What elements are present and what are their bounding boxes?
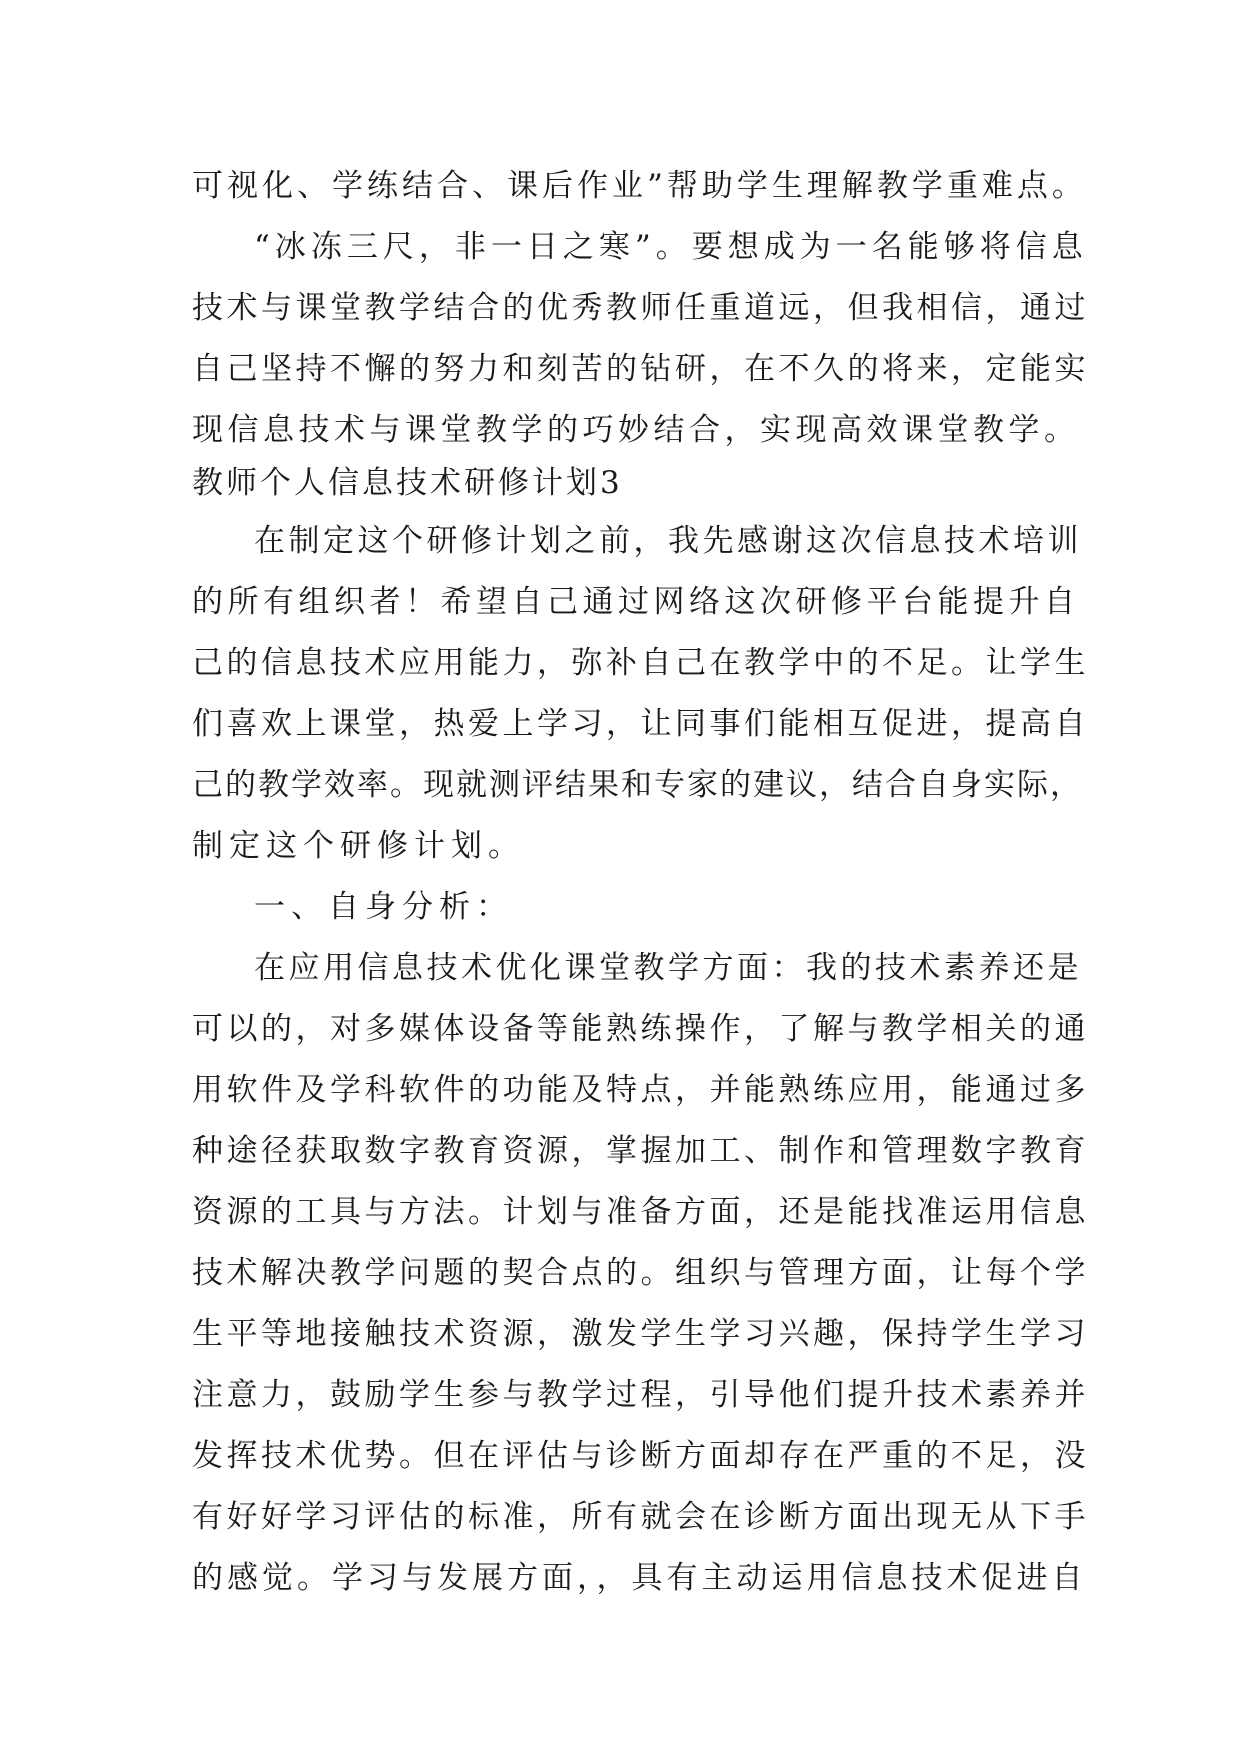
text-line: 己的信息技术应用能力，弥补自己在教学中的不足。让学生 xyxy=(192,645,1089,681)
text-line: 生平等地接触技术资源，激发学生学习兴趣，保持学生学习 xyxy=(192,1316,1089,1352)
text-line: 制定这个研修计划。 xyxy=(192,828,525,864)
subsection-heading: 一、自身分析： xyxy=(254,889,513,925)
section-heading: 教师个人信息技术研修计划3 xyxy=(192,465,623,501)
text-line: 现信息技术与课堂教学的巧妙结合，实现高效课堂教学。 xyxy=(192,412,1080,448)
text-line: 技术解决教学问题的契合点的。组织与管理方面，让每个学 xyxy=(192,1255,1089,1291)
text-line: 们喜欢上课堂，热爱上学习，让同事们能相互促进，提高自 xyxy=(192,706,1089,742)
text-line: 种途径获取数字教育资源，掌握加工、制作和管理数字教育 xyxy=(192,1133,1089,1169)
text-line: 自己坚持不懈的努力和刻苦的钻研，在不久的将来，定能实 xyxy=(192,351,1089,387)
text-line: 的所有组织者！希望自己通过网络这次研修平台能提升自 xyxy=(192,584,1080,620)
text-line: 用软件及学科软件的功能及特点，并能熟练应用，能通过多 xyxy=(192,1072,1089,1108)
text-line: 的感觉。学习与发展方面，，具有主动运用信息技术促进自 xyxy=(192,1560,1087,1596)
text-line: 己的教学效率。现就测评结果和专家的建议，结合自身实际， xyxy=(192,767,1083,803)
text-line: 发挥技术优势。但在评估与诊断方面却存在严重的不足，没 xyxy=(192,1438,1089,1474)
text-line: 可以的，对多媒体设备等能熟练操作，了解与教学相关的通 xyxy=(192,1011,1089,1047)
text-line: 注意力，鼓励学生参与教学过程，引导他们提升技术素养并 xyxy=(192,1377,1089,1413)
text-line: 资源的工具与方法。计划与准备方面，还是能找准运用信息 xyxy=(192,1194,1089,1230)
text-line: “冰冻三尺，非一日之寒”。要想成为一名能够将信息 xyxy=(254,229,1088,265)
text-line: 可视化、学练结合、课后作业”帮助学生理解教学重难点。 xyxy=(192,168,1087,204)
text-line: 在应用信息技术优化课堂教学方面：我的技术素养还是 xyxy=(254,950,1082,986)
text-line: 在制定这个研修计划之前，我先感谢这次信息技术培训 xyxy=(254,523,1082,559)
text-line: 技术与课堂教学结合的优秀教师任重道远，但我相信，通过 xyxy=(192,290,1089,326)
text-line: 有好好学习评估的标准，所有就会在诊断方面出现无从下手 xyxy=(192,1499,1089,1535)
